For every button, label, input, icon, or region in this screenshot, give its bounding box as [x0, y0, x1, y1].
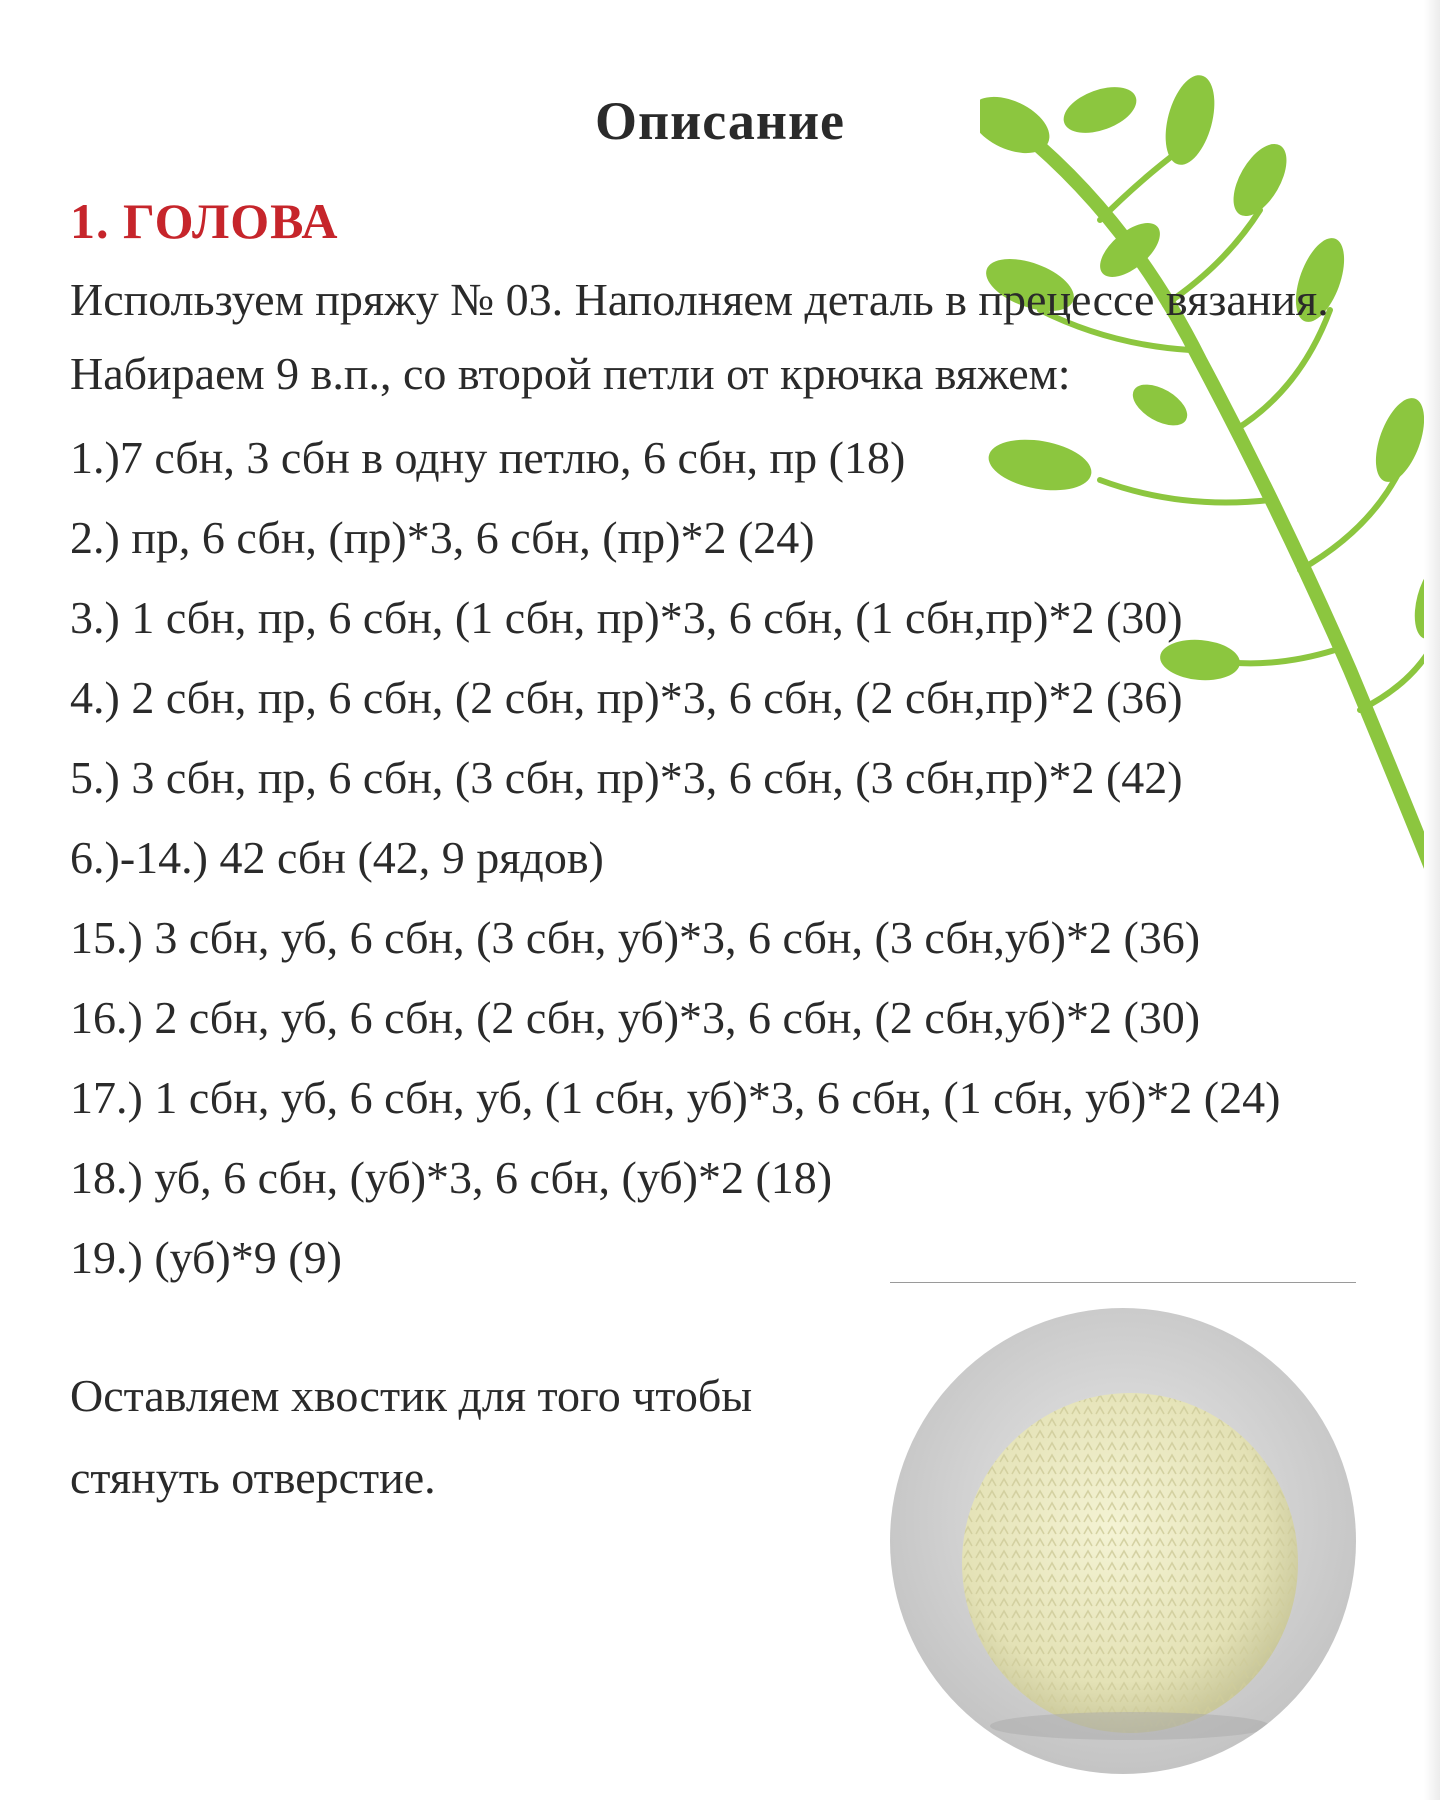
list-item: 15.) 3 сбн, уб, 6 сбн, (3 сбн, уб)*3, 6 сбн, (3 сбн,уб)*2 (36): [70, 912, 1201, 963]
list-item: 18.) уб, 6 сбн, (уб)*3, 6 сбн, (уб)*2 (18): [70, 1152, 833, 1203]
section-heading: 1. ГОЛОВА: [70, 193, 339, 249]
list-item: 6.)-14.) 42 сбн (42, 9 рядов): [70, 832, 604, 883]
outro-paragraph: Оставляем хвостик для того чтобы стянуть отверстие.: [70, 1370, 753, 1503]
list-item: 16.) 2 сбн, уб, 6 сбн, (2 сбн, уб)*3, 6 сбн, (2 сбн,уб)*2 (30): [70, 992, 1201, 1043]
instructions-block: [70, 270, 1390, 1298]
intro-paragraph: Набираем 9 в.п., со второй петли от крючка вяжем:: [70, 348, 1071, 399]
list-item: 17.) 1 сбн, уб, 6 сбн, уб, (1 сбн, уб)*3, 6 сбн, (1 сбн, уб)*2 (24): [70, 1072, 1281, 1123]
list-item: 3.) 1 сбн, пр, 6 сбн, (1 сбн, пр)*3, 6 сбн, (1 сбн,пр)*2 (30): [70, 592, 1183, 643]
page-title: Описание: [594, 91, 846, 151]
list-item: 2.) пр, 6 сбн, (пр)*3, 6 сбн, (пр)*2 (24): [70, 512, 815, 563]
page-edge-shadow: [1424, 0, 1440, 1800]
list-item: 1.)7 сбн, 3 сбн в одну петлю, 6 сбн, пр (18): [70, 432, 906, 483]
list-item: 19.) (уб)*9 (9): [70, 1232, 342, 1283]
list-item: 4.) 2 сбн, пр, 6 сбн, (2 сбн, пр)*3, 6 сбн, (2 сбн,пр)*2 (36): [70, 672, 1183, 723]
row-list: [70, 418, 1390, 1298]
crocheted-ball-photo: [890, 1308, 1356, 1774]
divider-line: [890, 1282, 1356, 1283]
intro-paragraph: Используем пряжу № 03. Наполняем деталь в прецессе вязания.: [70, 274, 1329, 325]
list-item: 5.) 3 сбн, пр, 6 сбн, (3 сбн, пр)*3, 6 сбн, (3 сбн,пр)*2 (42): [70, 752, 1183, 803]
